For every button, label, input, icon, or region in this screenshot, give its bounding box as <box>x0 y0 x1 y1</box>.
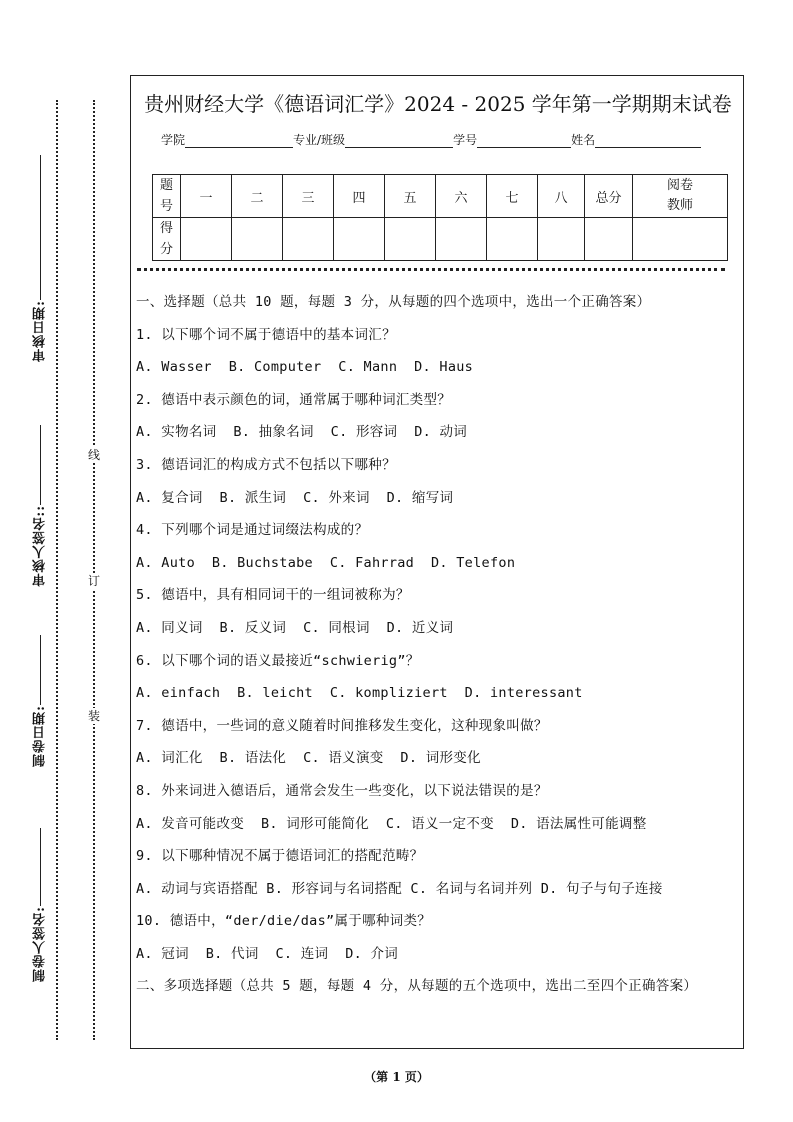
exam-title: 贵州财经大学《德语词汇学》2024 - 2025 学年第一学期期末试卷 <box>144 92 732 116</box>
score-table <box>152 174 728 261</box>
student-id-label: 学号 <box>453 133 478 147</box>
total-score-cell[interactable] <box>585 218 633 261</box>
score-cell[interactable] <box>283 218 334 261</box>
header-cell: 一 <box>181 175 232 218</box>
question-options: A. 发音可能改变 B. 词形可能简化 C. 语义一定不变 D. 语法属性可能调整 <box>136 815 647 832</box>
question-text: 5. 德语中，具有相同词干的一组词被称为？ <box>136 587 410 604</box>
question-text: 1. 以下哪个词不属于德语中的基本词汇？ <box>136 326 396 343</box>
setter-signature-blank[interactable] <box>40 828 41 906</box>
reviewer-signature-field <box>20 425 60 587</box>
header-cell: 八 <box>538 175 585 218</box>
question-options: A. 实物名词 B. 抽象名词 C. 形容词 D. 动词 <box>136 424 468 441</box>
grader-header: 阅卷 教师 <box>633 175 728 218</box>
major-class-blank[interactable] <box>345 134 453 148</box>
section1-heading: 一、选择题（总共 10 题，每题 3 分，从每题的四个选项中，选出一个正确答案） <box>136 294 651 310</box>
name-blank[interactable] <box>595 134 701 148</box>
section2-heading: 二、多项选择题（总共 5 题，每题 4 分，从每题的五个选项中，选出二至四个正确答案） <box>136 978 698 995</box>
score-cell[interactable] <box>487 218 538 261</box>
header-cell: 二 <box>232 175 283 218</box>
exam-frame <box>130 75 744 1049</box>
question-text: 2. 德语中表示颜色的词，通常属于哪种词汇类型？ <box>136 391 452 408</box>
question-text: 6. 以下哪个词的语义最接近“schwierig”？ <box>136 652 420 669</box>
question-options: A. 词汇化 B. 语法化 C. 语义演变 D. 词形变化 <box>136 750 481 767</box>
exam-content <box>136 292 742 996</box>
score-table-header-row <box>153 175 728 218</box>
page-number: （第 1 页） <box>364 1070 429 1084</box>
student-info-row <box>161 131 701 148</box>
question-number-header: 题 号 <box>153 175 181 218</box>
score-cell[interactable] <box>436 218 487 261</box>
setter-date-label: 制卷日期: <box>32 705 48 767</box>
binding-word-line: 线 <box>87 448 100 462</box>
score-row-label: 得 分 <box>153 218 181 261</box>
question-options: A. 复合词 B. 派生词 C. 外来词 D. 缩写词 <box>136 489 454 506</box>
question-text: 7. 德语中，一些词的意义随着时间推移发生变化，这种现象叫做？ <box>136 717 548 734</box>
question-options: A. Auto B. Buchstabe C. Fahrrad D. Telefon <box>136 554 516 571</box>
header-cell: 三 <box>283 175 334 218</box>
grader-cell[interactable] <box>633 218 728 261</box>
setter-date-blank[interactable] <box>40 635 41 705</box>
question-options: A. einfach B. leicht C. kompliziert D. interessant <box>136 685 583 702</box>
score-cell[interactable] <box>334 218 385 261</box>
binding-word-order: 订 <box>87 574 100 588</box>
score-cell[interactable] <box>181 218 232 261</box>
major-class-label: 专业/班级 <box>293 133 346 147</box>
college-blank[interactable] <box>185 134 293 148</box>
student-id-blank[interactable] <box>477 134 571 148</box>
question-text: 9. 以下哪种情况不属于德语词汇的搭配范畴？ <box>136 848 424 865</box>
binding-word-bind: 装 <box>87 709 100 723</box>
reviewer-signature-blank[interactable] <box>40 425 41 505</box>
score-table-score-row <box>153 218 728 261</box>
score-cell[interactable] <box>232 218 283 261</box>
college-label: 学院 <box>161 133 186 147</box>
setter-signature-label: 制卷人签名: <box>32 906 48 982</box>
review-date-blank[interactable] <box>40 155 41 300</box>
question-options: A. 冠词 B. 代词 C. 连词 D. 介词 <box>136 945 399 962</box>
review-date-field <box>20 155 60 362</box>
question-text: 3. 德语词汇的构成方式不包括以下哪种？ <box>136 456 396 473</box>
question-options: A. Wasser B. Computer C. Mann D. Haus <box>136 359 474 376</box>
header-cell: 六 <box>436 175 487 218</box>
name-label: 姓名 <box>571 133 596 147</box>
question-text: 8. 外来词进入德语后，通常会发生一些变化，以下说法错误的是？ <box>136 782 548 799</box>
header-cell: 五 <box>385 175 436 218</box>
setter-date-field <box>20 635 60 767</box>
binding-dotted-line-right <box>93 100 95 1040</box>
question-text: 4. 下列哪个词是通过词缀法构成的？ <box>136 522 369 539</box>
question-text: 10. 德语中，“der/die/das”属于哪种词类？ <box>136 913 432 930</box>
question-options: A. 动词与宾语搭配 B. 形容词与名词搭配 C. 名词与名词并列 D. 句子与句子连接 <box>136 880 663 897</box>
score-cell[interactable] <box>538 218 585 261</box>
reviewer-signature-label: 审核人签名:: <box>32 505 48 587</box>
score-cell[interactable] <box>385 218 436 261</box>
review-date-label: 审核日期: <box>32 300 48 362</box>
header-cell: 四 <box>334 175 385 218</box>
question-options: A. 同义词 B. 反义词 C. 同根词 D. 近义词 <box>136 619 454 636</box>
dotted-separator <box>137 268 725 271</box>
header-cell: 七 <box>487 175 538 218</box>
setter-signature-field <box>20 828 60 982</box>
total-score-header: 总分 <box>585 175 633 218</box>
